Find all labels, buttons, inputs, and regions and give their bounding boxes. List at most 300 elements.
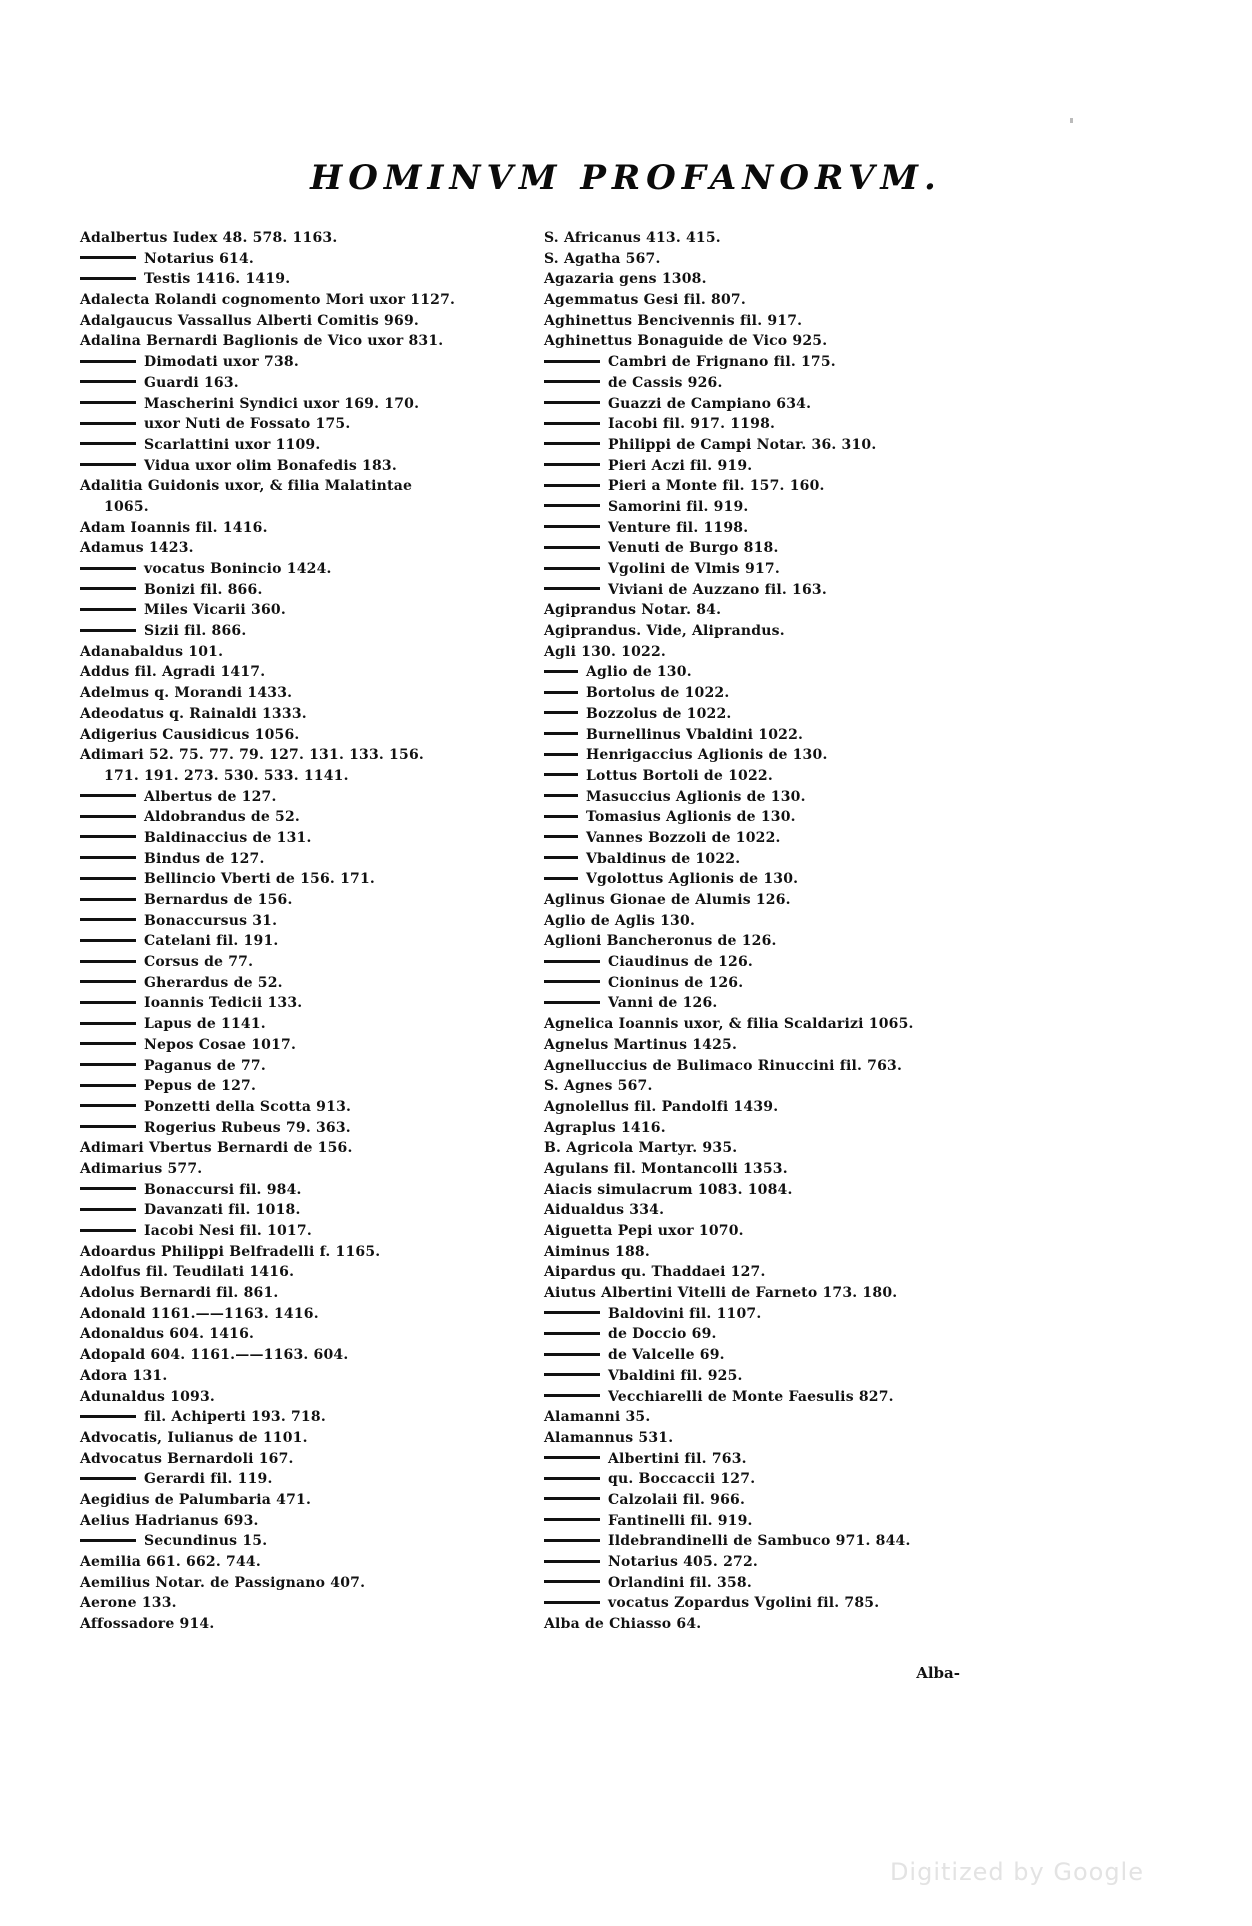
index-entry xyxy=(80,952,550,973)
ditto-dash xyxy=(80,256,136,259)
index-entry xyxy=(544,1449,994,1470)
entry-text: Bernardus de 156. xyxy=(144,892,293,908)
index-entry xyxy=(544,993,994,1014)
entry-text: Aglioni Bancheronus de 126. xyxy=(544,933,777,950)
entry-text: Adimarius 577. xyxy=(80,1160,203,1177)
entry-text: S. Africanus 413. 415. xyxy=(544,230,721,246)
index-entry xyxy=(80,704,550,725)
entry-text: Bonizi fil. 866. xyxy=(144,581,263,598)
index-entry xyxy=(80,1366,550,1387)
entry-text: Testis 1416. 1419. xyxy=(144,271,291,288)
index-entry xyxy=(80,311,550,332)
index-entry xyxy=(544,311,994,332)
entry-text: Vgolottus Aglionis de 130. xyxy=(586,871,799,888)
ditto-dash xyxy=(80,442,136,445)
entry-text: Advocatis, Iulianus de 1101. xyxy=(80,1429,308,1446)
entry-text: Catelani fil. 191. xyxy=(144,933,279,950)
ditto-dash xyxy=(80,1022,136,1025)
index-entry xyxy=(544,683,994,704)
entry-text: Aiminus 188. xyxy=(544,1243,650,1260)
index-entry xyxy=(544,911,994,932)
index-entry xyxy=(80,1552,550,1573)
ditto-dash xyxy=(544,1456,600,1459)
entry-text: Venuti de Burgo 818. xyxy=(608,540,779,557)
entry-text: Lapus de 1141. xyxy=(144,1016,266,1033)
index-entry xyxy=(544,1076,994,1097)
index-entry xyxy=(544,352,994,373)
ditto-dash xyxy=(544,815,578,818)
index-entry xyxy=(80,973,550,994)
entry-text: Ciaudinus de 126. xyxy=(608,954,753,971)
entry-text: fil. Achiperti 193. 718. xyxy=(144,1409,326,1426)
entry-text: Adonaldus 604. 1416. xyxy=(80,1326,255,1343)
entry-text: Aegidius de Palumbaria 471. xyxy=(80,1491,312,1508)
index-entry xyxy=(544,725,994,746)
index-entry xyxy=(544,1345,994,1366)
index-entry xyxy=(80,1138,550,1159)
entry-text: Gherardus de 52. xyxy=(144,974,283,991)
ditto-dash xyxy=(544,794,578,797)
index-entry xyxy=(80,476,550,497)
index-entry xyxy=(544,456,994,477)
index-entry xyxy=(80,1304,550,1325)
entry-text: Iacobi fil. 917. 1198. xyxy=(608,416,776,433)
entry-text: Gerardi fil. 119. xyxy=(144,1471,273,1488)
ditto-dash xyxy=(544,422,600,425)
entry-text: Addus fil. Agradi 1417. xyxy=(80,664,266,681)
entry-text: Masuccius Aglionis de 130. xyxy=(586,788,806,805)
index-entry xyxy=(544,642,994,663)
index-entry xyxy=(80,1449,550,1470)
index-entry xyxy=(544,745,994,766)
entry-text: Adopald 604. 1161.——1163. 604. xyxy=(80,1347,349,1364)
index-entry xyxy=(80,414,550,435)
entry-text: Aiutus Albertini Vitelli de Farneto 173. 180. xyxy=(544,1285,898,1302)
index-entry xyxy=(544,538,994,559)
index-entry xyxy=(80,290,550,311)
index-entry xyxy=(80,1531,550,1552)
index-entry xyxy=(544,1097,994,1118)
index-entry xyxy=(544,1531,994,1552)
entry-text: uxor Nuti de Fossato 175. xyxy=(144,416,351,433)
entry-text: Agiprandus Notar. 84. xyxy=(544,602,722,619)
index-entry xyxy=(544,849,994,870)
entry-text: Adolfus fil. Teudilati 1416. xyxy=(80,1264,295,1281)
entry-text: Aghinettus Bencivennis fil. 917. xyxy=(544,312,803,329)
index-entry xyxy=(80,373,550,394)
digitized-watermark: Digitized by Google xyxy=(889,1858,1144,1886)
entry-text: Aerone 133. xyxy=(80,1595,177,1612)
entry-text: Baldinaccius de 131. xyxy=(144,829,312,846)
entry-text: Aipardus qu. Thaddaei 127. xyxy=(544,1264,766,1281)
index-entry xyxy=(544,621,994,642)
entry-text: Lottus Bortoli de 1022. xyxy=(586,767,773,784)
index-entry xyxy=(544,1035,994,1056)
entry-text: 1065. xyxy=(104,498,149,515)
entry-text: S. Agnes 567. xyxy=(544,1078,653,1095)
entry-text: Aghinettus Bonaguide de Vico 925. xyxy=(544,333,828,350)
entry-text: vocatus Zopardus Vgolini fil. 785. xyxy=(608,1595,880,1612)
entry-text: Aglio de 130. xyxy=(586,664,692,681)
entry-text: Davanzati fil. 1018. xyxy=(144,1202,301,1219)
index-entry xyxy=(80,931,550,952)
index-entry xyxy=(544,600,994,621)
entry-text: Miles Vicarii 360. xyxy=(144,602,286,619)
ditto-dash xyxy=(80,1477,136,1480)
index-entry xyxy=(544,787,994,808)
ditto-dash xyxy=(80,1415,136,1418)
ditto-dash xyxy=(80,1042,136,1045)
ditto-dash xyxy=(544,442,600,445)
index-entry xyxy=(544,1428,994,1449)
index-entry xyxy=(544,952,994,973)
entry-text: Vannes Bozzoli de 1022. xyxy=(586,829,781,846)
ditto-dash xyxy=(80,939,136,942)
ditto-dash xyxy=(544,587,600,590)
ditto-dash xyxy=(80,567,136,570)
index-entry xyxy=(80,621,550,642)
ditto-dash xyxy=(80,835,136,838)
entry-text: Ildebrandinelli de Sambuco 971. 844. xyxy=(608,1533,911,1550)
index-entry xyxy=(80,269,550,290)
entry-text: de Cassis 926. xyxy=(608,374,723,391)
entry-text: Scarlattini uxor 1109. xyxy=(144,436,321,453)
index-entry xyxy=(544,704,994,725)
entry-text: Corsus de 77. xyxy=(144,954,254,971)
entry-text: Bozzolus de 1022. xyxy=(586,705,732,722)
index-entry xyxy=(80,1200,550,1221)
ditto-dash xyxy=(544,1311,600,1314)
entry-text: Aemilia 661. 662. 744. xyxy=(80,1554,261,1570)
index-entry xyxy=(80,1159,550,1180)
index-entry xyxy=(544,1552,994,1573)
ditto-dash xyxy=(544,691,578,694)
entry-text: Tomasius Aglionis de 130. xyxy=(586,809,796,826)
index-entry xyxy=(544,1180,994,1201)
entry-text: S. Agatha 567. xyxy=(544,250,661,267)
ditto-dash xyxy=(544,1373,600,1376)
entry-text: Adanabaldus 101. xyxy=(80,643,224,660)
entry-text: Agiprandus. Vide, Aliprandus. xyxy=(544,623,785,640)
index-entry xyxy=(80,580,550,601)
catchword: Alba- xyxy=(916,1664,960,1682)
index-entry xyxy=(80,642,550,663)
entry-text: Affossadore 914. xyxy=(80,1616,215,1633)
entry-text: Advocatus Bernardoli 167. xyxy=(80,1450,294,1467)
index-entry xyxy=(80,1076,550,1097)
index-entry xyxy=(544,1469,994,1490)
index-entry xyxy=(544,1490,994,1511)
ditto-dash xyxy=(80,463,136,466)
index-entry xyxy=(80,1614,550,1635)
index-entry xyxy=(80,745,550,766)
entry-text: Adonald 1161.——1163. 1416. xyxy=(80,1305,319,1322)
index-entry xyxy=(544,435,994,456)
ditto-dash xyxy=(80,856,136,859)
ditto-dash xyxy=(544,773,578,776)
ditto-dash xyxy=(544,567,600,570)
ditto-dash xyxy=(544,960,600,963)
entry-text: Venture fil. 1198. xyxy=(608,519,749,536)
index-entry xyxy=(80,1014,550,1035)
index-entry xyxy=(80,1056,550,1077)
entry-text: Ioannis Tedicii 133. xyxy=(144,995,303,1012)
entry-text: Bonaccursus 31. xyxy=(144,912,278,929)
ditto-dash xyxy=(80,1104,136,1107)
ditto-dash xyxy=(80,815,136,818)
entry-text: Iacobi Nesi fil. 1017. xyxy=(144,1223,312,1239)
ditto-dash xyxy=(80,1187,136,1190)
entry-text: Aidualdus 334. xyxy=(544,1202,665,1219)
index-entry xyxy=(80,600,550,621)
entry-text: Adolus Bernardi fil. 861. xyxy=(80,1285,279,1302)
ditto-dash xyxy=(544,546,600,549)
entry-text: Rogerius Rubeus 79. 363. xyxy=(144,1119,351,1136)
index-entry xyxy=(544,1407,994,1428)
index-entry xyxy=(80,1262,550,1283)
index-entry xyxy=(80,1242,550,1263)
entry-text: Nepos Cosae 1017. xyxy=(144,1036,297,1053)
entry-text: Vbaldinus de 1022. xyxy=(586,850,741,867)
entry-text: Mascherini Syndici uxor 169. 170. xyxy=(144,395,420,412)
entry-text: Vecchiarelli de Monte Faesulis 827. xyxy=(608,1388,894,1405)
entry-text: Bortolus de 1022. xyxy=(586,685,730,702)
entry-text: Orlandini fil. 358. xyxy=(608,1574,752,1591)
entry-text: Adeodatus q. Rainaldi 1333. xyxy=(80,705,307,722)
entry-text: Agnelica Ioannis uxor, & filia Scaldarizi 1065. xyxy=(544,1016,914,1033)
index-entry xyxy=(544,1242,994,1263)
entry-text: Aemilius Notar. de Passignano 407. xyxy=(80,1574,366,1591)
entry-text: Aiacis simulacrum 1083. 1084. xyxy=(544,1181,793,1198)
ditto-dash xyxy=(544,380,600,383)
ditto-dash xyxy=(544,504,600,507)
ditto-dash xyxy=(80,1063,136,1066)
ditto-dash xyxy=(80,877,136,880)
entry-text: Adalbertus Iudex 48. 578. 1163. xyxy=(80,230,338,246)
entry-text: Notarius 614. xyxy=(144,250,254,267)
entry-text: de Valcelle 69. xyxy=(608,1347,725,1364)
entry-text: Vgolini de Vlmis 917. xyxy=(608,561,780,577)
index-entry xyxy=(80,662,550,683)
index-entry xyxy=(544,290,994,311)
entry-text: Alamanni 35. xyxy=(544,1409,651,1426)
index-entry xyxy=(80,1428,550,1449)
entry-text: Alba de Chiasso 64. xyxy=(544,1616,702,1633)
entry-text: Aglio de Aglis 130. xyxy=(544,912,696,929)
entry-text: Adalecta Rolandi cognomento Mori uxor 1127. xyxy=(80,292,456,309)
ditto-dash xyxy=(544,1353,600,1356)
index-entry xyxy=(80,1593,550,1614)
index-entry xyxy=(80,725,550,746)
index-entry xyxy=(544,662,994,683)
ditto-dash xyxy=(544,1497,600,1500)
index-entry xyxy=(544,1056,994,1077)
entry-text: Agnelus Martinus 1425. xyxy=(544,1036,738,1053)
ditto-dash xyxy=(544,463,600,466)
index-entry xyxy=(544,476,994,497)
index-entry xyxy=(544,766,994,787)
entry-text: Aglinus Gionae de Alumis 126. xyxy=(544,892,791,908)
entry-text: Agazaria gens 1308. xyxy=(544,271,707,288)
entry-text: Bonaccursi fil. 984. xyxy=(144,1181,302,1198)
index-entry xyxy=(80,890,550,911)
index-entry xyxy=(80,1035,550,1056)
index-entry xyxy=(80,1407,550,1428)
entry-text: Albertus de 127. xyxy=(144,788,277,805)
entry-text: Adalina Bernardi Baglionis de Vico uxor 831. xyxy=(80,333,444,350)
index-entry xyxy=(544,414,994,435)
entry-text: Burnellinus Vbaldini 1022. xyxy=(586,726,804,743)
index-entry xyxy=(544,1283,994,1304)
index-entry xyxy=(80,1118,550,1139)
ditto-dash xyxy=(80,587,136,590)
index-entry xyxy=(80,993,550,1014)
ditto-dash xyxy=(544,753,578,756)
index-entry xyxy=(544,249,994,270)
index-entry xyxy=(544,931,994,952)
index-entry xyxy=(80,828,550,849)
index-entry xyxy=(544,497,994,518)
ditto-dash xyxy=(80,918,136,921)
index-entry xyxy=(80,518,550,539)
ditto-dash xyxy=(544,1518,600,1521)
page-title: HOMINVM PROFANORVM. xyxy=(310,158,942,198)
index-entry xyxy=(544,890,994,911)
entry-text: Calzolaii fil. 966. xyxy=(608,1491,746,1508)
ditto-dash xyxy=(80,960,136,963)
ditto-dash xyxy=(80,898,136,901)
entry-text: Agulans fil. Montancolli 1353. xyxy=(544,1160,788,1177)
index-entry xyxy=(80,394,550,415)
entry-text: Adalitia Guidonis uxor, & filia Malatintae xyxy=(80,478,413,495)
ditto-dash xyxy=(544,484,600,487)
entry-text: Philippi de Campi Notar. 36. 310. xyxy=(608,436,877,453)
ditto-dash xyxy=(544,1001,600,1004)
entry-text: Secundinus 15. xyxy=(144,1533,268,1550)
ditto-dash xyxy=(80,1208,136,1211)
ditto-dash xyxy=(80,608,136,611)
index-entry xyxy=(80,538,550,559)
ditto-dash xyxy=(80,380,136,383)
index-entry xyxy=(80,1283,550,1304)
index-entry xyxy=(544,1138,994,1159)
ditto-dash xyxy=(544,1601,600,1604)
entry-text: Adalgaucus Vassallus Alberti Comitis 969. xyxy=(80,312,419,329)
entry-text: Adam Ioannis fil. 1416. xyxy=(80,519,268,536)
entry-text: Adimari Vbertus Bernardi de 156. xyxy=(80,1140,353,1157)
page-speck xyxy=(1070,118,1073,123)
entry-text: 171. 191. 273. 530. 533. 1141. xyxy=(104,767,349,784)
ditto-dash xyxy=(80,794,136,797)
index-entry xyxy=(80,331,550,352)
index-entry xyxy=(80,456,550,477)
index-entry xyxy=(544,373,994,394)
entry-text: Agraplus 1416. xyxy=(544,1119,666,1136)
ditto-dash xyxy=(544,1394,600,1397)
ditto-dash xyxy=(544,1332,600,1335)
ditto-dash xyxy=(80,1539,136,1542)
index-entry xyxy=(80,1490,550,1511)
entry-text: Alamannus 531. xyxy=(544,1429,674,1446)
entry-text: Vbaldini fil. 925. xyxy=(608,1367,743,1384)
ditto-dash xyxy=(80,360,136,363)
entry-text: Adoardus Philippi Belfradelli f. 1165. xyxy=(80,1243,381,1260)
index-entry xyxy=(80,1511,550,1532)
ditto-dash xyxy=(544,360,600,363)
entry-text: Bindus de 127. xyxy=(144,850,265,867)
ditto-dash xyxy=(544,670,578,673)
entry-text: de Doccio 69. xyxy=(608,1326,717,1343)
index-entry xyxy=(80,683,550,704)
index-entry xyxy=(544,828,994,849)
index-entry xyxy=(544,1324,994,1345)
entry-text: Aiguetta Pepi uxor 1070. xyxy=(544,1223,744,1239)
index-entry xyxy=(544,331,994,352)
entry-text: Dimodati uxor 738. xyxy=(144,354,299,371)
index-entry xyxy=(80,249,550,270)
entry-text: Ponzetti della Scotta 913. xyxy=(144,1098,352,1115)
index-entry xyxy=(544,580,994,601)
ditto-dash xyxy=(544,401,600,404)
ditto-dash xyxy=(80,1229,136,1232)
index-entry xyxy=(544,518,994,539)
index-entry xyxy=(80,228,550,249)
index-entry xyxy=(544,1511,994,1532)
ditto-dash xyxy=(544,1539,600,1542)
entry-text: Cambri de Frignano fil. 175. xyxy=(608,354,836,371)
index-entry xyxy=(80,497,550,518)
index-entry xyxy=(544,1159,994,1180)
index-entry xyxy=(544,228,994,249)
entry-text: Pepus de 127. xyxy=(144,1078,257,1095)
entry-text: Agnelluccius de Bulimaco Rinuccini fil. 763. xyxy=(544,1057,903,1074)
index-entry xyxy=(544,973,994,994)
ditto-dash xyxy=(544,835,578,838)
entry-text: Agli 130. 1022. xyxy=(544,643,666,660)
index-entry xyxy=(544,1593,994,1614)
index-entry xyxy=(544,1366,994,1387)
entry-text: Agnolellus fil. Pandolfi 1439. xyxy=(544,1098,779,1115)
entry-text: Bellincio Vberti de 156. 171. xyxy=(144,871,375,888)
index-entry xyxy=(80,787,550,808)
index-entry xyxy=(80,766,550,787)
entry-text: Vanni de 126. xyxy=(608,995,718,1012)
index-entry xyxy=(80,869,550,890)
entry-text: Vidua uxor olim Bonafedis 183. xyxy=(144,457,397,474)
ditto-dash xyxy=(80,422,136,425)
index-entry xyxy=(544,1304,994,1325)
ditto-dash xyxy=(80,1125,136,1128)
index-entry xyxy=(544,1262,994,1283)
entry-text: Pieri a Monte fil. 157. 160. xyxy=(608,478,825,495)
index-entry xyxy=(80,1180,550,1201)
ditto-dash xyxy=(544,877,578,880)
ditto-dash xyxy=(544,711,578,714)
index-entry xyxy=(544,807,994,828)
entry-text: Adelmus q. Morandi 1433. xyxy=(80,685,293,702)
index-entry xyxy=(544,394,994,415)
entry-text: Henrigaccius Aglionis de 130. xyxy=(586,747,828,764)
entry-text: B. Agricola Martyr. 935. xyxy=(544,1140,738,1157)
ditto-dash xyxy=(544,980,600,983)
entry-text: Baldovini fil. 1107. xyxy=(608,1305,762,1322)
index-entry xyxy=(544,269,994,290)
entry-text: Fantinelli fil. 919. xyxy=(608,1512,753,1529)
index-entry xyxy=(544,1614,994,1635)
ditto-dash xyxy=(80,980,136,983)
index-entry xyxy=(80,849,550,870)
entry-text: qu. Boccaccii 127. xyxy=(608,1471,756,1488)
